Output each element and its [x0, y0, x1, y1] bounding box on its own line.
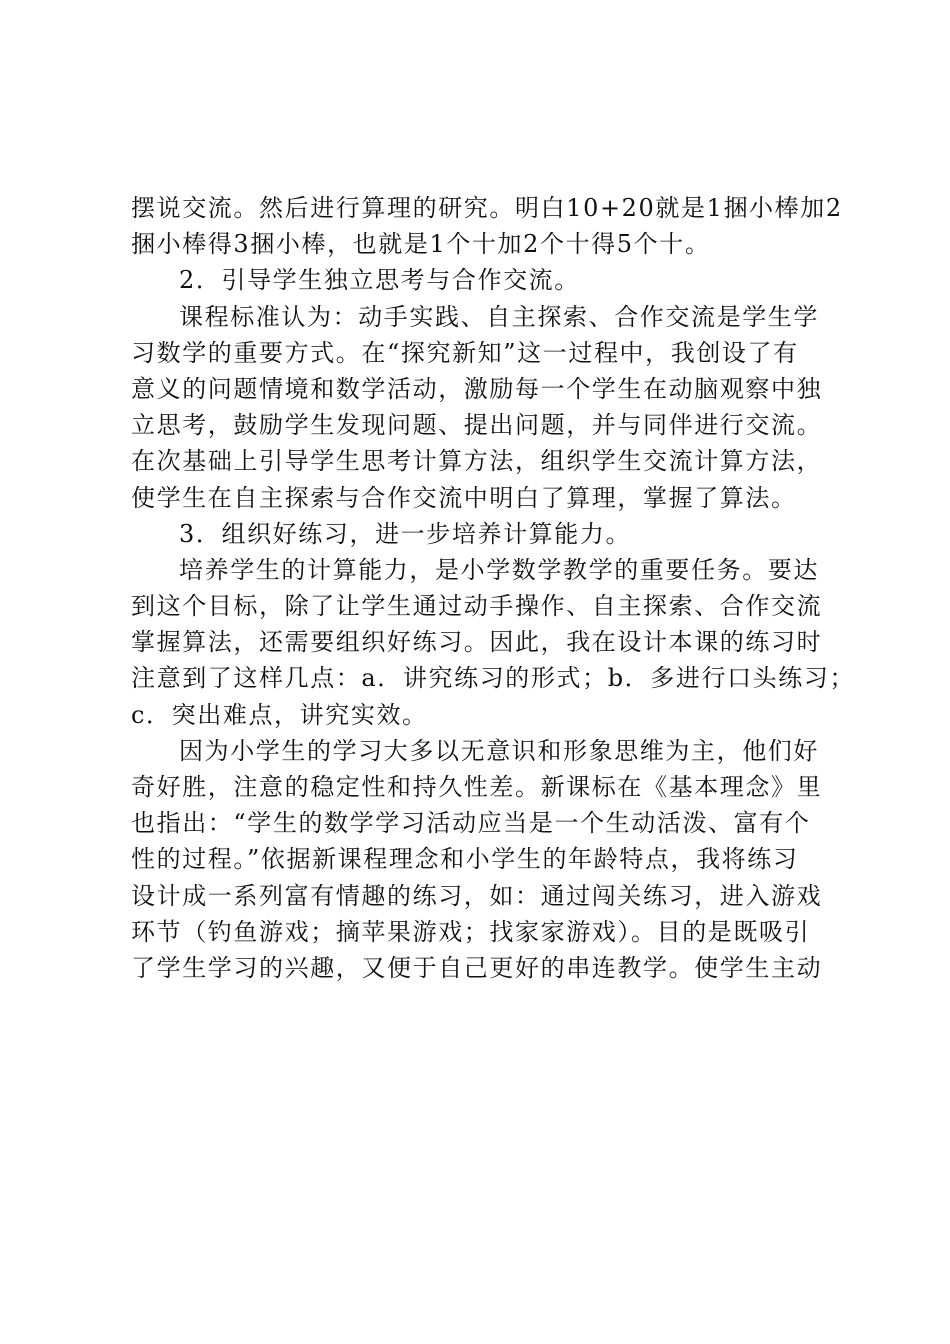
text-line: c．突出难点，讲究实效。: [131, 700, 428, 729]
text-line: 课程标准认为：动手实践、自主探索、合作交流是学生学: [179, 302, 819, 331]
text-line: 也指出：“学生的数学学习活动应当是一个生动活泼、富有个: [131, 809, 811, 838]
document-body: [131, 190, 856, 986]
text-line: 奇好胜，注意的稳定性和持久性差。新课标在《基本理念》里: [131, 773, 823, 801]
text-line: 意义的问题情境和数学活动，激励每一个学生在动脑观察中独: [131, 374, 823, 403]
text-line: 立思考，鼓励学生发现问题、提出问题，并与同伴进行交流。: [131, 411, 823, 440]
text-line: 设计成一系列富有情趣的练习，如：通过闯关练习，进入游戏: [131, 881, 823, 910]
text-line: 在次基础上引导学生思考计算方法，组织学生交流计算方法，: [131, 447, 823, 476]
text-line: 环节（钓鱼游戏；摘苹果游戏；找家家游戏）。目的是既吸引: [131, 917, 811, 946]
text-line: 习数学的重要方式。在“探究新知”这一过程中，我创设了有: [131, 338, 799, 367]
text-line: 培养学生的计算能力，是小学数学教学的重要任务。要达: [179, 555, 819, 584]
text-line: 了学生学习的兴趣，又便于自己更好的串连教学。使学生主动: [131, 953, 823, 982]
text-line: 摆说交流。然后进行算理的研究。明白10+20就是1捆小棒加2: [131, 194, 843, 222]
text-line: 性的过程。”依据新课程理念和小学生的年龄特点，我将练习: [131, 845, 799, 874]
section-heading-3: 3．组织好练习，进一步培养计算能力。: [179, 519, 632, 548]
text-line: 因为小学生的学习大多以无意识和形象思维为主，他们好: [179, 736, 819, 765]
text-line: 掌握算法，还需要组织好练习。因此，我在设计本课的练习时: [131, 628, 823, 657]
section-heading-2: 2．引导学生独立思考与合作交流。: [179, 266, 580, 295]
text-line: 注意到了这样几点：a．讲究练习的形式；b．多进行口头练习；: [131, 664, 856, 693]
text-line: 捆小棒得3捆小棒，也就是1个十加2个十得5个十。: [131, 230, 711, 259]
text-line: 使学生在自主探索与合作交流中明白了算理，掌握了算法。: [131, 483, 797, 512]
text-line: 到这个目标，除了让学生通过动手操作、自主探索、合作交流: [131, 592, 823, 621]
